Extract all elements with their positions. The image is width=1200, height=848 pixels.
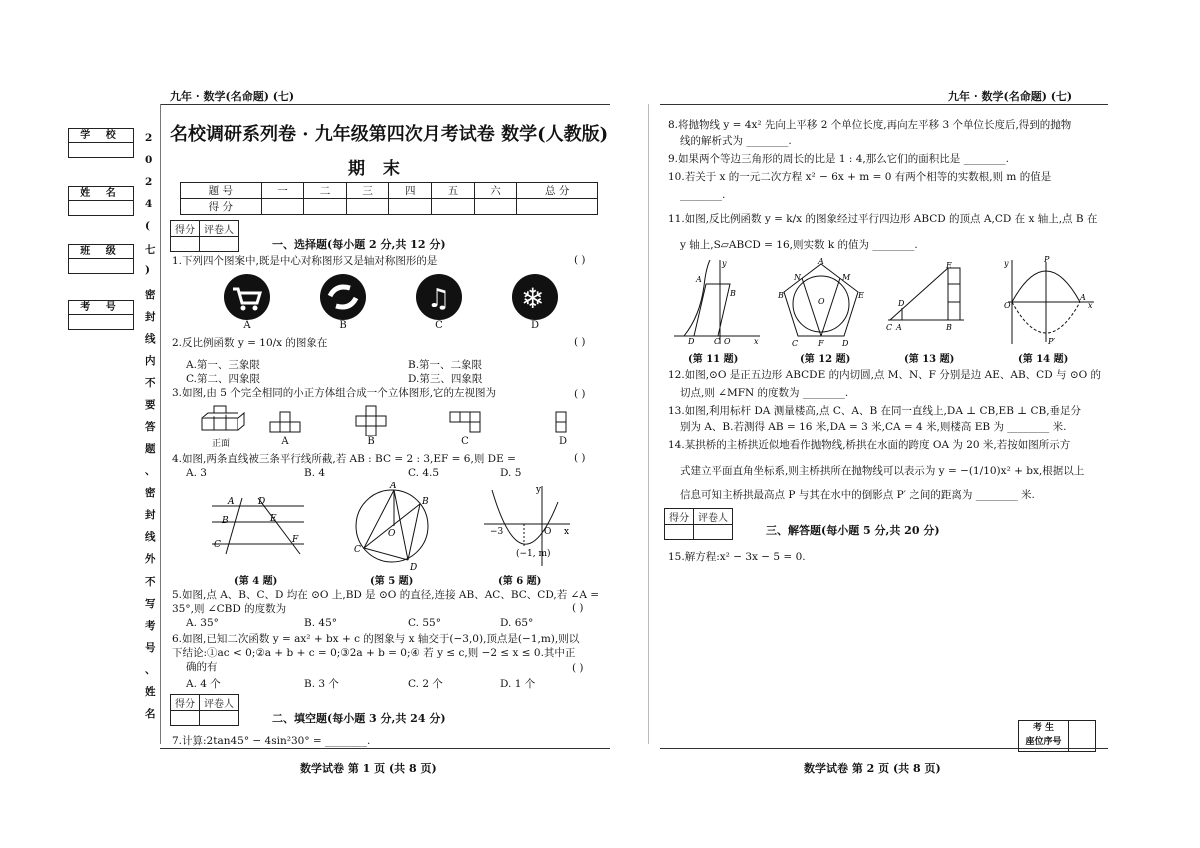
- score-cell: 三: [346, 183, 389, 199]
- question-5: 5.如图,点 A、B、C、D 均在 ⊙O 上,BD 是 ⊙O 的直径,连接 AB、AC、BC、CD,若 ∠A =: [172, 589, 600, 601]
- svg-text:D: D: [842, 339, 849, 348]
- seal-char: 姓: [145, 685, 156, 698]
- figure-caption: (第 6 题): [498, 576, 542, 587]
- seal-char: 线: [145, 531, 156, 544]
- svg-text:A: A: [818, 258, 824, 266]
- figure-6: [480, 482, 574, 570]
- score-table: [180, 182, 598, 215]
- svg-text:D: D: [410, 563, 418, 570]
- option-label: D: [558, 436, 568, 447]
- music-note-icon: [414, 272, 464, 322]
- answer-paren[interactable]: ( ): [572, 662, 584, 674]
- svg-text:B: B: [778, 291, 784, 300]
- svg-text:C: C: [714, 337, 721, 346]
- question-2: 2.反比例函数 y = 10/x 的图象在: [172, 337, 328, 349]
- svg-text:A: A: [390, 482, 397, 491]
- seal-char: 外: [145, 553, 156, 566]
- answer-paren[interactable]: ( ): [574, 388, 586, 400]
- option-label: D: [530, 320, 540, 331]
- svg-text:E: E: [946, 262, 952, 270]
- option-label: B: [339, 320, 347, 331]
- option[interactable]: B. 3 个: [304, 678, 339, 690]
- option-label: C: [435, 320, 443, 331]
- option[interactable]: A. 35°: [186, 617, 219, 629]
- svg-text:E: E: [270, 514, 277, 524]
- exam-number-field[interactable]: [68, 300, 134, 330]
- score-input[interactable]: [389, 199, 432, 215]
- option[interactable]: C. 55°: [408, 617, 441, 629]
- svg-text:B: B: [422, 497, 429, 507]
- question-14-line2: 式建立平面直角坐标系,则主桥拱所在抛物线可以表示为 y = −(1/10)x² + bx,根据以上: [680, 465, 1085, 477]
- view-b-figure: [354, 404, 390, 436]
- score-input[interactable]: [474, 199, 517, 215]
- score-input[interactable]: [432, 199, 475, 215]
- score-label: 得 分: [181, 199, 262, 215]
- seal-char: 封: [145, 509, 156, 522]
- page2-header: 九年 · 数学(名命题) (七): [948, 90, 1073, 103]
- grader-label: 得分: [171, 695, 200, 711]
- seal-char: 0: [145, 154, 153, 167]
- seal-char: 答: [145, 421, 156, 433]
- grader-label: 得分: [171, 221, 200, 237]
- svg-text:x: x: [564, 527, 570, 537]
- cube-figure: [198, 402, 250, 438]
- page-title: 名校调研系列卷 · 九年级第四次月考试卷 数学(人教版): [170, 124, 609, 145]
- option-label: A: [281, 436, 289, 447]
- option-label: C: [461, 436, 469, 447]
- question-5-line2: 35°,则 ∠CBD 的度数为: [172, 603, 287, 615]
- svg-text:♫: ♫: [427, 284, 451, 314]
- seal-char: 不: [145, 575, 156, 588]
- seat-label: 考 生: [1032, 723, 1055, 733]
- question-11-line2: y 轴上,S▱ABCD = 16,则实数 k 的值为 ________.: [680, 239, 918, 251]
- section-heading: 二、填空题(每小题 3 分,共 24 分): [272, 712, 446, 725]
- seal-char: 号: [145, 641, 156, 654]
- svg-text:O: O: [1004, 301, 1011, 310]
- figure-caption: (第 13 题): [904, 354, 955, 365]
- svg-text:y: y: [722, 259, 727, 268]
- figure-14: [1004, 256, 1096, 348]
- seal-char: 线: [145, 332, 156, 345]
- seal-char: 4: [145, 198, 153, 211]
- figure-caption: (第 5 题): [370, 576, 414, 587]
- question-6: 6.如图,已知二次函数 y = ax² + bx + c 的图象与 x 轴交于(−3,0),顶点是(−1,m),则以: [172, 633, 580, 645]
- page1-header: 九年 · 数学(名命题) (七): [170, 90, 295, 103]
- grader-input[interactable]: [171, 711, 200, 726]
- recycle-icon: [318, 272, 368, 322]
- seal-char: 封: [145, 310, 156, 323]
- option[interactable]: B.第一、二象限: [408, 359, 483, 371]
- question-12: 12.如图,⊙O 是正五边形 ABCDE 的内切圆,点 M、N、F 分别是边 AE、AB、CD 与 ⊙O 的: [668, 369, 1102, 381]
- front-label: 正面: [211, 439, 230, 449]
- option[interactable]: C. 2 个: [408, 678, 443, 690]
- option[interactable]: A.第一、三象限: [186, 359, 260, 371]
- svg-text:B: B: [730, 289, 736, 298]
- seal-char: 名: [145, 708, 156, 720]
- score-cell: 二: [304, 183, 347, 199]
- svg-text:A: A: [228, 497, 235, 507]
- score-cell: 五: [432, 183, 475, 199]
- option[interactable]: D. 65°: [500, 617, 534, 629]
- grader-label: 得分: [665, 509, 694, 525]
- question-6-line2: 下结论:①ac < 0;②a + b + c = 0;③2a + b = 0;④ 若 y ≤ c,则 −2 ≤ x ≤ 0.其中正: [172, 647, 576, 659]
- answer-paren[interactable]: ( ): [574, 254, 586, 266]
- grader-label: 评卷人: [200, 695, 239, 711]
- option[interactable]: A. 4 个: [186, 678, 221, 690]
- svg-text:A: A: [896, 323, 902, 332]
- question-7: 7.计算:2tan45° − 4sin²30° = ________.: [172, 735, 371, 747]
- svg-text:D: D: [258, 497, 266, 507]
- figure-caption: (第 11 题): [688, 354, 739, 365]
- grader-input[interactable]: [200, 237, 239, 252]
- question-4: 4.如图,两条直线被三条平行线所截,若 AB : BC = 2 : 3,EF = 6,则 DE =: [172, 453, 516, 465]
- question-1: 1.下列四个图案中,既是中心对称图形又是轴对称图形的是: [172, 255, 438, 267]
- seat-label: 座位序号: [1025, 737, 1062, 747]
- svg-text:O: O: [818, 297, 825, 306]
- svg-text:C: C: [792, 339, 799, 348]
- grader-box: [170, 694, 239, 726]
- question-10-line2: ________.: [680, 189, 726, 201]
- svg-text:N: N: [794, 273, 801, 282]
- school-field[interactable]: [68, 128, 134, 158]
- figure-13: [884, 262, 968, 332]
- svg-text:y: y: [1004, 259, 1009, 268]
- option[interactable]: B. 45°: [304, 617, 338, 629]
- class-field[interactable]: [68, 244, 134, 274]
- section-heading: 一、选择题(每小题 2 分,共 12 分): [272, 238, 446, 251]
- grader-input[interactable]: [171, 237, 200, 252]
- question-13: 13.如图,利用标杆 DA 测量楼高,点 C、A、B 在同一直线上,DA ⊥ CB,EB ⊥ CB,垂足分: [668, 405, 1082, 417]
- grader-label: 评卷人: [200, 221, 239, 237]
- name-field[interactable]: [68, 186, 134, 216]
- svg-text:F: F: [818, 339, 824, 348]
- svg-text:C: C: [354, 545, 361, 555]
- seal-char: 不: [145, 376, 156, 389]
- svg-text:x: x: [1088, 301, 1093, 310]
- svg-text:E: E: [858, 291, 864, 300]
- field-label: 考 号: [69, 301, 133, 315]
- seal-char: 2: [145, 176, 153, 189]
- field-label: 姓 名: [69, 187, 133, 201]
- question-10: 10.若关于 x 的一元二次方程 x² − 6x + m = 0 有两个相等的实数根,则 m 的值是: [668, 171, 1052, 183]
- grader-input[interactable]: [200, 711, 239, 726]
- svg-text:O: O: [724, 337, 731, 346]
- page-subtitle: 期 末: [348, 159, 406, 179]
- svg-text:F: F: [292, 535, 299, 545]
- question-6-line3: 确的有: [186, 661, 218, 673]
- score-input[interactable]: [517, 199, 598, 215]
- seal-char: 内: [145, 354, 156, 367]
- seal-char: 考: [145, 619, 156, 632]
- question-11: 11.如图,反比例函数 y = k/x 的图象经过平行四边形 ABCD 的顶点 A,CD 在 x 轴上,点 B 在: [668, 213, 1098, 225]
- question-9: 9.如果两个等边三角形的周长的比是 1 : 4,那么它们的面积比是 ________.: [668, 153, 1009, 165]
- svg-text:y: y: [536, 485, 542, 495]
- field-label: 学 校: [69, 129, 133, 143]
- view-a-figure: [268, 410, 304, 434]
- svg-text:M: M: [842, 273, 851, 282]
- page1-footer: 数学试卷 第 1 页 (共 8 页): [300, 762, 437, 775]
- option[interactable]: D.第三、四象限: [408, 373, 483, 385]
- figure-caption: (第 12 题): [800, 354, 851, 365]
- svg-text:A: A: [1080, 293, 1086, 302]
- section-heading: 三、解答题(每小题 5 分,共 20 分): [766, 524, 940, 537]
- svg-text:O: O: [388, 529, 396, 539]
- svg-text:P: P: [1044, 256, 1050, 264]
- score-input[interactable]: [346, 199, 389, 215]
- option-label: B: [367, 436, 375, 447]
- seal-char: 要: [145, 398, 156, 411]
- question-3: 3.如图,由 5 个完全相同的小正方体组合成一个立体图形,它的左视图为: [172, 387, 497, 399]
- svg-text:A: A: [696, 275, 702, 284]
- score-cell: 一: [261, 183, 304, 199]
- seal-char: 写: [145, 597, 156, 610]
- svg-text:(−1, m): (−1, m): [516, 549, 551, 559]
- seal-char: 密: [145, 487, 156, 500]
- svg-text:O: O: [544, 527, 552, 537]
- question-13-line2: 别为 A、B.若测得 AB = 16 米,DA = 3 米,CA = 4 米,则楼高 EB 为 ________ 米.: [680, 421, 1067, 433]
- svg-text:B: B: [222, 516, 229, 526]
- view-d-figure: [552, 410, 572, 434]
- cart-icon: [222, 272, 272, 322]
- score-cell: 六: [474, 183, 517, 199]
- figure-caption: (第 4 题): [234, 576, 278, 587]
- field-label: 班 级: [69, 245, 133, 259]
- svg-text:D: D: [688, 337, 695, 346]
- grader-box: [170, 220, 239, 252]
- seal-char: 七: [145, 244, 156, 257]
- option-label: A: [243, 320, 251, 331]
- seal-char: 题: [145, 443, 156, 456]
- svg-text:D: D: [898, 299, 905, 308]
- option[interactable]: D. 1 个: [500, 678, 536, 690]
- score-cell: 总 分: [517, 183, 598, 199]
- seal-char: 、: [145, 663, 156, 676]
- svg-text:C: C: [214, 540, 221, 550]
- option[interactable]: A. 3: [186, 467, 207, 479]
- question-12-line2: 切点,则 ∠MFN 的度数为 ________.: [680, 387, 849, 399]
- option[interactable]: B. 4: [304, 467, 326, 479]
- question-14-line3: 信息可知主桥拱最高点 P 与其在水中的倒影点 P′ 之间的距离为 ________ 米.: [680, 489, 1035, 501]
- figure-5: [350, 482, 434, 570]
- seal-char: 密: [145, 288, 156, 301]
- score-cell: 题 号: [181, 183, 262, 199]
- question-8: 8.将抛物线 y = 4x² 先向上平移 2 个单位长度,再向左平移 3 个单位长度后,得到的抛物: [668, 119, 1072, 131]
- grader-input[interactable]: [665, 525, 694, 540]
- grader-input[interactable]: [694, 525, 733, 540]
- figure-caption: (第 14 题): [1018, 354, 1069, 365]
- answer-paren[interactable]: ( ): [574, 336, 586, 348]
- svg-text:C: C: [886, 323, 893, 332]
- seal-char: (: [145, 220, 150, 233]
- grader-box: [664, 508, 733, 540]
- score-input[interactable]: [261, 199, 304, 215]
- question-15: 15.解方程:x² − 3x − 5 = 0.: [668, 551, 806, 563]
- question-8-line2: 线的解析式为 ________.: [680, 135, 792, 147]
- answer-paren[interactable]: ( ): [572, 602, 584, 614]
- score-cell: 四: [389, 183, 432, 199]
- option[interactable]: D. 5: [500, 467, 522, 479]
- svg-text:x: x: [754, 337, 759, 346]
- seal-char: 2: [145, 132, 153, 144]
- figure-4: [208, 492, 308, 558]
- figure-12: [778, 258, 864, 348]
- grader-label: 评卷人: [694, 509, 733, 525]
- seal-char: ): [145, 264, 150, 277]
- option[interactable]: C.第二、四象限: [186, 373, 260, 385]
- svg-text:B: B: [946, 323, 952, 332]
- option[interactable]: C. 4.5: [408, 467, 440, 479]
- view-c-figure: [448, 410, 484, 434]
- seal-char: 、: [145, 465, 156, 478]
- svg-text:−3: −3: [490, 527, 504, 537]
- answer-paren[interactable]: ( ): [574, 452, 586, 464]
- question-14: 14.某拱桥的主桥拱近似地看作抛物线,桥拱在水面的跨度 OA 为 20 米,若按如图所示方: [668, 439, 1071, 451]
- snowflake-icon: [510, 272, 560, 322]
- page2-footer: 数学试卷 第 2 页 (共 8 页): [804, 762, 941, 775]
- svg-text:P′: P′: [1048, 337, 1056, 346]
- score-input[interactable]: [304, 199, 347, 215]
- figure-11: [670, 256, 762, 348]
- svg-text:❄: ❄: [521, 282, 545, 315]
